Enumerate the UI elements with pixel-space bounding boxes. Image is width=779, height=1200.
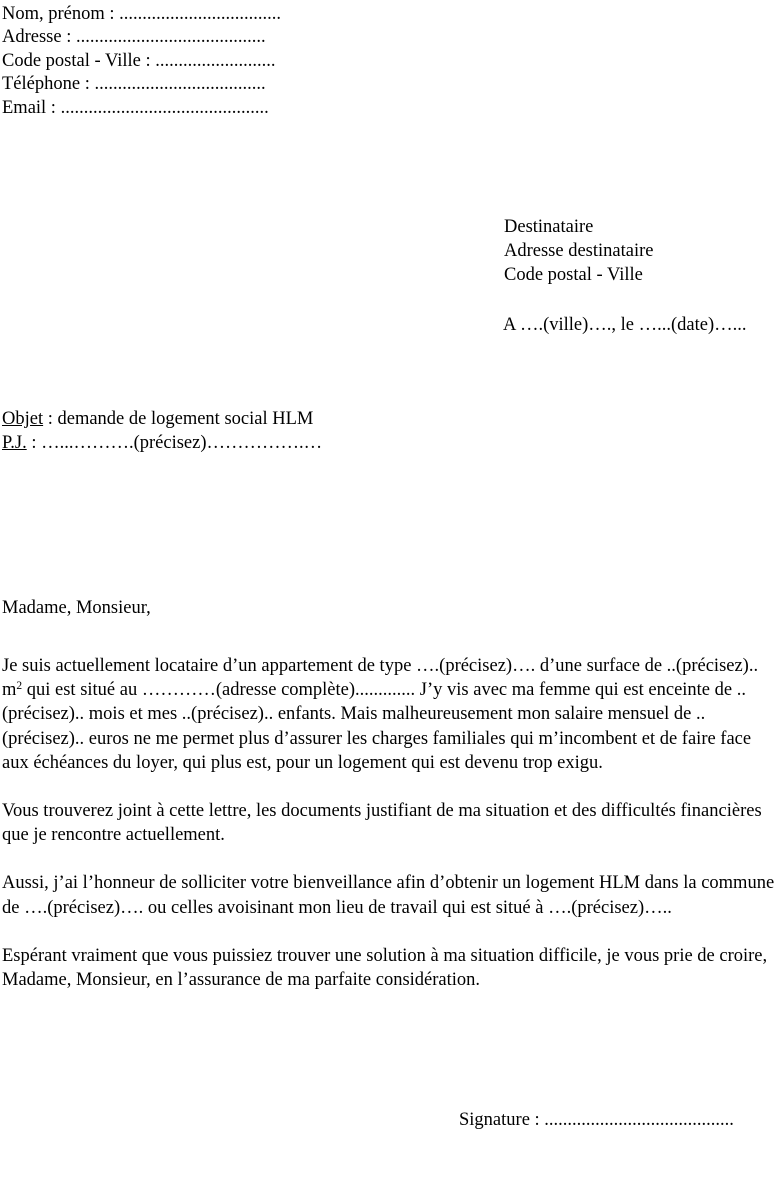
sender-postal-city-line: Code postal - Ville : .......................... bbox=[2, 50, 276, 71]
body-paragraph-1 bbox=[2, 654, 779, 775]
signature-line: Signature : ......................................... bbox=[459, 1110, 734, 1130]
pj-line bbox=[2, 431, 522, 455]
body-paragraph-1-part-a: Je suis actuellement locataire d’un appartement de type ….(précisez)…. d’une surface de ..(précisez).. m bbox=[2, 656, 763, 701]
pj-label: P.J. bbox=[2, 433, 27, 453]
square-meter-superscript: 2 bbox=[16, 680, 23, 693]
salutation-line: Madame, Monsieur, bbox=[2, 598, 151, 618]
sender-name-line: Nom, prénom : ................................... bbox=[2, 4, 282, 24]
pj-text: : …...……….(précisez)…………….… bbox=[26, 433, 323, 453]
body-paragraph-3: Aussi, j’ai l’honneur de solliciter votre bienveillance afin d’obtenir un logement HLM dans la commune de ….(précisez)…. ou celles avoisinant mon lieu de travail qui est situé à ….(précisez)….. bbox=[2, 873, 779, 918]
sender-address-line: Adresse : ......................................... bbox=[2, 27, 266, 48]
objet-text: : demande de logement social HLM bbox=[43, 409, 314, 429]
recipient-name-line: Destinataire bbox=[504, 217, 594, 237]
recipient-block bbox=[504, 215, 779, 288]
objet-line bbox=[2, 407, 522, 431]
sender-phone-line: Téléphone : ..................................... bbox=[2, 74, 266, 95]
recipient-address-line: Adresse destinataire bbox=[504, 241, 654, 262]
body-paragraph-4: Espérant vraiment que vous puissiez trouver une solution à ma situation difficile, je vous prie de croire, Madame, Monsieur, en l’assurance de ma parfaite considération. bbox=[2, 945, 772, 991]
objet-label: Objet bbox=[2, 409, 44, 429]
letter-body bbox=[2, 654, 779, 992]
place-and-date-line: A ….(ville)…., le …...(date)…... bbox=[503, 315, 747, 335]
sender-email-line: Email : ............................................. bbox=[2, 97, 269, 118]
recipient-postal-city-line: Code postal - Ville bbox=[504, 265, 643, 286]
body-paragraph-1-part-b: qui est situé au …………(adresse complète)............. J’y vis avec ma femme qui est enceinte de ..(précisez).. mois et mes ..(précisez).. enfants. Mais malheureusement mon salaire mensuel de ..(précisez).. euros ne me permet plus d’assurer les charges familiales qui m’incombent et de faire face aux échéances du loyer, qui plus est, pour un logement qui est devenu trop exigu. bbox=[2, 680, 756, 773]
subject-block bbox=[2, 407, 522, 455]
sender-block bbox=[2, 3, 462, 120]
body-paragraph-2: Vous trouverez joint à cette lettre, les documents justifiant de ma situation et des difficultés financières que je rencontre actuellement. bbox=[2, 801, 767, 846]
